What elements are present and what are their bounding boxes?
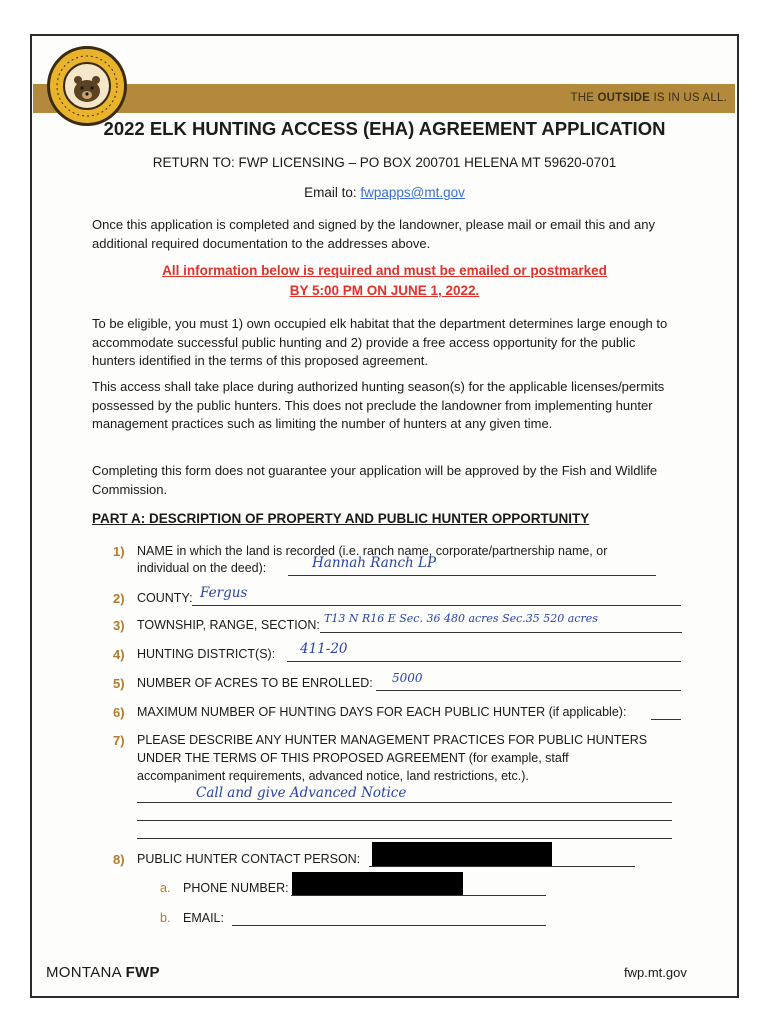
q5-answer-line	[376, 690, 681, 691]
intro-paragraph: Once this application is completed and signed by the landowner, please mail or email this and any additional required documentation to the addresses above.	[92, 217, 655, 251]
page-title: 2022 ELK HUNTING ACCESS (EHA) AGREEMENT APPLICATION	[103, 118, 666, 139]
q7-label-line3: accompaniment requirements, advanced notice, land restrictions, etc.).	[137, 769, 529, 783]
q2-answer-line	[192, 605, 681, 606]
redaction-box	[372, 842, 552, 866]
q3-answer[interactable]: T13 N R16 E Sec. 36 480 acres Sec.35 520 acres	[324, 612, 598, 625]
access-paragraph: This access shall take place during authorized hunting season(s) for the applicable licenses/permits possessed by the public hunters. This does not preclude the landowner from implementing hunter management practices such as limiting the number of hunters at any given time.	[92, 379, 665, 431]
eligibility-paragraph: To be eligible, you must 1) own occupied elk habitat that the department determines large enough to accommodate successful public hunting and 2) provide a free access opportunity for the public hunters identified in the terms of this proposed agreement.	[92, 316, 668, 368]
q7-label-line1: PLEASE DESCRIBE ANY HUNTER MANAGEMENT PRACTICES FOR PUBLIC HUNTERS	[137, 733, 648, 747]
footer-website[interactable]: fwp.mt.gov	[624, 965, 687, 980]
q1-label-line2: individual on the deed):	[137, 561, 267, 575]
q5-answer[interactable]: 5000	[392, 671, 423, 685]
q2-answer[interactable]: Fergus	[200, 585, 248, 601]
deadline-warning-line1: All information below is required and must be emailed or postmarked	[162, 263, 607, 278]
q8a-label: PHONE NUMBER:	[183, 881, 289, 895]
montana-fwp-seal	[47, 46, 127, 126]
q7-answer-line	[137, 820, 672, 821]
question-number: 6)	[113, 705, 125, 720]
q8b-label: EMAIL:	[183, 911, 224, 925]
question-number: 4)	[113, 647, 125, 662]
q6-answer-line[interactable]	[651, 719, 681, 720]
email-line: Email to: fwpapps@mt.gov	[304, 185, 465, 200]
question-number: 2)	[113, 591, 125, 606]
q4-label: HUNTING DISTRICT(S):	[137, 647, 276, 661]
email-link[interactable]: fwpapps@mt.gov	[360, 185, 465, 200]
q8a-letter: a.	[160, 881, 171, 895]
q3-answer-line	[320, 632, 682, 633]
return-address: RETURN TO: FWP LICENSING – PO BOX 200701 HELENA MT 59620-0701	[152, 155, 617, 170]
footer-org-name: MONTANA FWP	[46, 964, 160, 981]
q4-answer[interactable]: 411-20	[300, 641, 348, 657]
q7-answer-line	[137, 802, 672, 803]
q7-label-line2: UNDER THE TERMS OF THIS PROPOSED AGREEMENT (for example, staff	[137, 751, 569, 765]
guarantee-paragraph: Completing this form does not guarantee your application will be approved by the Fish and Wildlife Commission.	[92, 463, 658, 497]
q1-answer[interactable]: Hannah Ranch LP	[312, 555, 437, 571]
q5-label: NUMBER OF ACRES TO BE ENROLLED:	[137, 676, 373, 690]
q7-answer-line	[137, 838, 672, 839]
q8-answer-line	[369, 866, 635, 867]
q7-answer[interactable]: Call and give Advanced Notice	[196, 785, 407, 801]
redaction-box	[292, 872, 463, 895]
part-a-heading: PART A: DESCRIPTION OF PROPERTY AND PUBLIC HUNTER OPPORTUNITY	[92, 511, 590, 526]
question-number: 1)	[113, 544, 125, 559]
q2-label: COUNTY:	[137, 591, 193, 605]
q8-label: PUBLIC HUNTER CONTACT PERSON:	[137, 852, 361, 866]
q4-answer-line	[287, 661, 681, 662]
q8b-answer-line[interactable]	[232, 925, 546, 926]
question-number: 8)	[113, 852, 125, 867]
header-banner	[33, 84, 735, 113]
q1-answer-line	[288, 575, 656, 576]
question-number: 5)	[113, 676, 125, 691]
tagline: THE OUTSIDE IS IN US ALL.	[570, 92, 727, 104]
q1-label-line1: NAME in which the land is recorded (i.e. ranch name, corporate/partnership name, or	[137, 544, 608, 558]
deadline-warning-line2: BY 5:00 PM ON JUNE 1, 2022.	[289, 283, 480, 298]
q3-label: TOWNSHIP, RANGE, SECTION:	[137, 618, 320, 632]
q8a-answer-line	[291, 895, 546, 896]
q8b-letter: b.	[160, 911, 171, 925]
bear-icon	[63, 62, 111, 110]
question-number: 3)	[113, 618, 125, 633]
q6-label: MAXIMUM NUMBER OF HUNTING DAYS FOR EACH PUBLIC HUNTER (if applicable):	[137, 705, 627, 719]
question-number: 7)	[113, 733, 125, 748]
